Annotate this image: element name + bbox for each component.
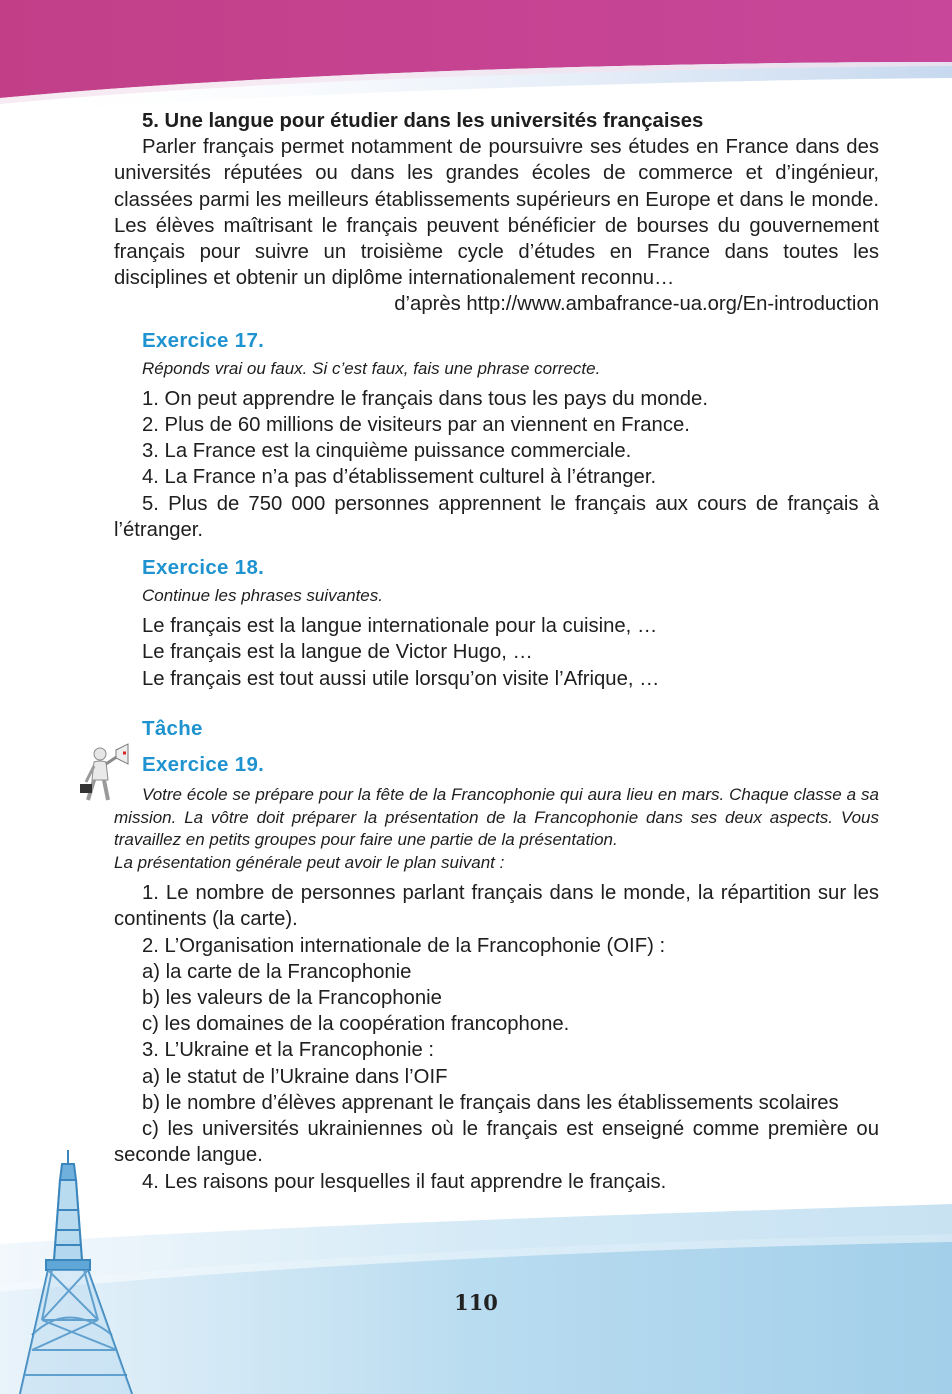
exercise-17-instruction: Réponds vrai ou faux. Si c’est faux, fais une phrase correcte. [142, 358, 601, 378]
exercise-18-title: Exercice 18. [142, 556, 265, 580]
tache-label: Tâche [142, 716, 203, 740]
instruction-paragraph: La présentation générale peut avoir le plan suivant : [114, 852, 505, 872]
list-item: b) les valeurs de la Francophonie [142, 987, 442, 1010]
instruction-paragraph: Votre école se prépare pour la fête de la Francophonie qui aura lieu en mars. Chaque classe a sa mission. La vôtre doit préparer la présentation de la Francophonie dans ses deux aspects. Vous travaillez en petits groupes pour faire une partie de la présentation. [114, 785, 879, 850]
list-item: c) les universités ukrainiennes où le français est enseigné comme première ou seconde langue. [114, 1118, 879, 1167]
list-item: a) la carte de la Francophonie [142, 960, 412, 983]
header-band [0, 0, 952, 120]
list-item: c) les domaines de la coopération francophone. [142, 1013, 570, 1036]
section-title: 5. Une langue pour étudier dans les universités françaises [142, 110, 704, 132]
list-item: 1. Le nombre de personnes parlant français dans le monde, la répartition sur les continents (la carte). [114, 882, 879, 931]
list-item: 4. La France n’a pas d’établissement culturel à l’étranger. [142, 466, 657, 489]
list-item: a) le statut de l’Ukraine dans l’OIF [142, 1065, 448, 1088]
list-item: 2. Plus de 60 millions de visiteurs par an viennent en France. [142, 414, 690, 437]
list-item: Le français est la langue de Victor Hugo, … [142, 641, 533, 664]
list-item: 1. On peut apprendre le français dans tous les pays du monde. [142, 387, 708, 410]
list-item: 3. L’Ukraine et la Francophonie : [142, 1039, 434, 1062]
exercise-19-title: Exercice 19. [142, 753, 265, 777]
source-citation: d’après http://www.ambafrance-ua.org/En-introduction [394, 293, 879, 316]
list-item: 4. Les raisons pour lesquelles il faut apprendre le français. [142, 1170, 667, 1193]
section-body: Parler français permet notamment de poursuivre ses études en France dans des universités réputées ou dans les grandes écoles de commerce et d’ingénieur, classées parmi les meilleurs établissements supérieurs en Europe et dans le monde. Les élèves maîtrisant le français peuvent bénéficier de bourses du gouvernement français pour suivre un troisième cycle d’études en France dans toutes les disciplines et obtenir un diplôme internationalement reconnu… [114, 136, 879, 290]
list-item: Le français est la langue internationale pour la cuisine, … [142, 615, 658, 638]
exercise-17-title: Exercice 17. [142, 328, 265, 352]
list-item: 5. Plus de 750 000 personnes apprennent le français aux cours de français à l’étranger. [114, 492, 879, 541]
page-number: 110 [454, 1290, 498, 1315]
exercise-18-instruction: Continue les phrases suivantes. [142, 586, 383, 606]
list-item: Le français est tout aussi utile lorsqu’on visite l’Afrique, … [142, 667, 660, 690]
list-item: 2. L’Organisation internationale de la Francophonie (OIF) : [142, 934, 666, 957]
page-content [114, 108, 879, 1195]
exercise-19-instruction [114, 784, 879, 874]
list-item: 3. La France est la cinquième puissance commerciale. [142, 440, 632, 463]
list-item: b) le nombre d’élèves apprenant le français dans les établissements scolaires [142, 1091, 839, 1114]
